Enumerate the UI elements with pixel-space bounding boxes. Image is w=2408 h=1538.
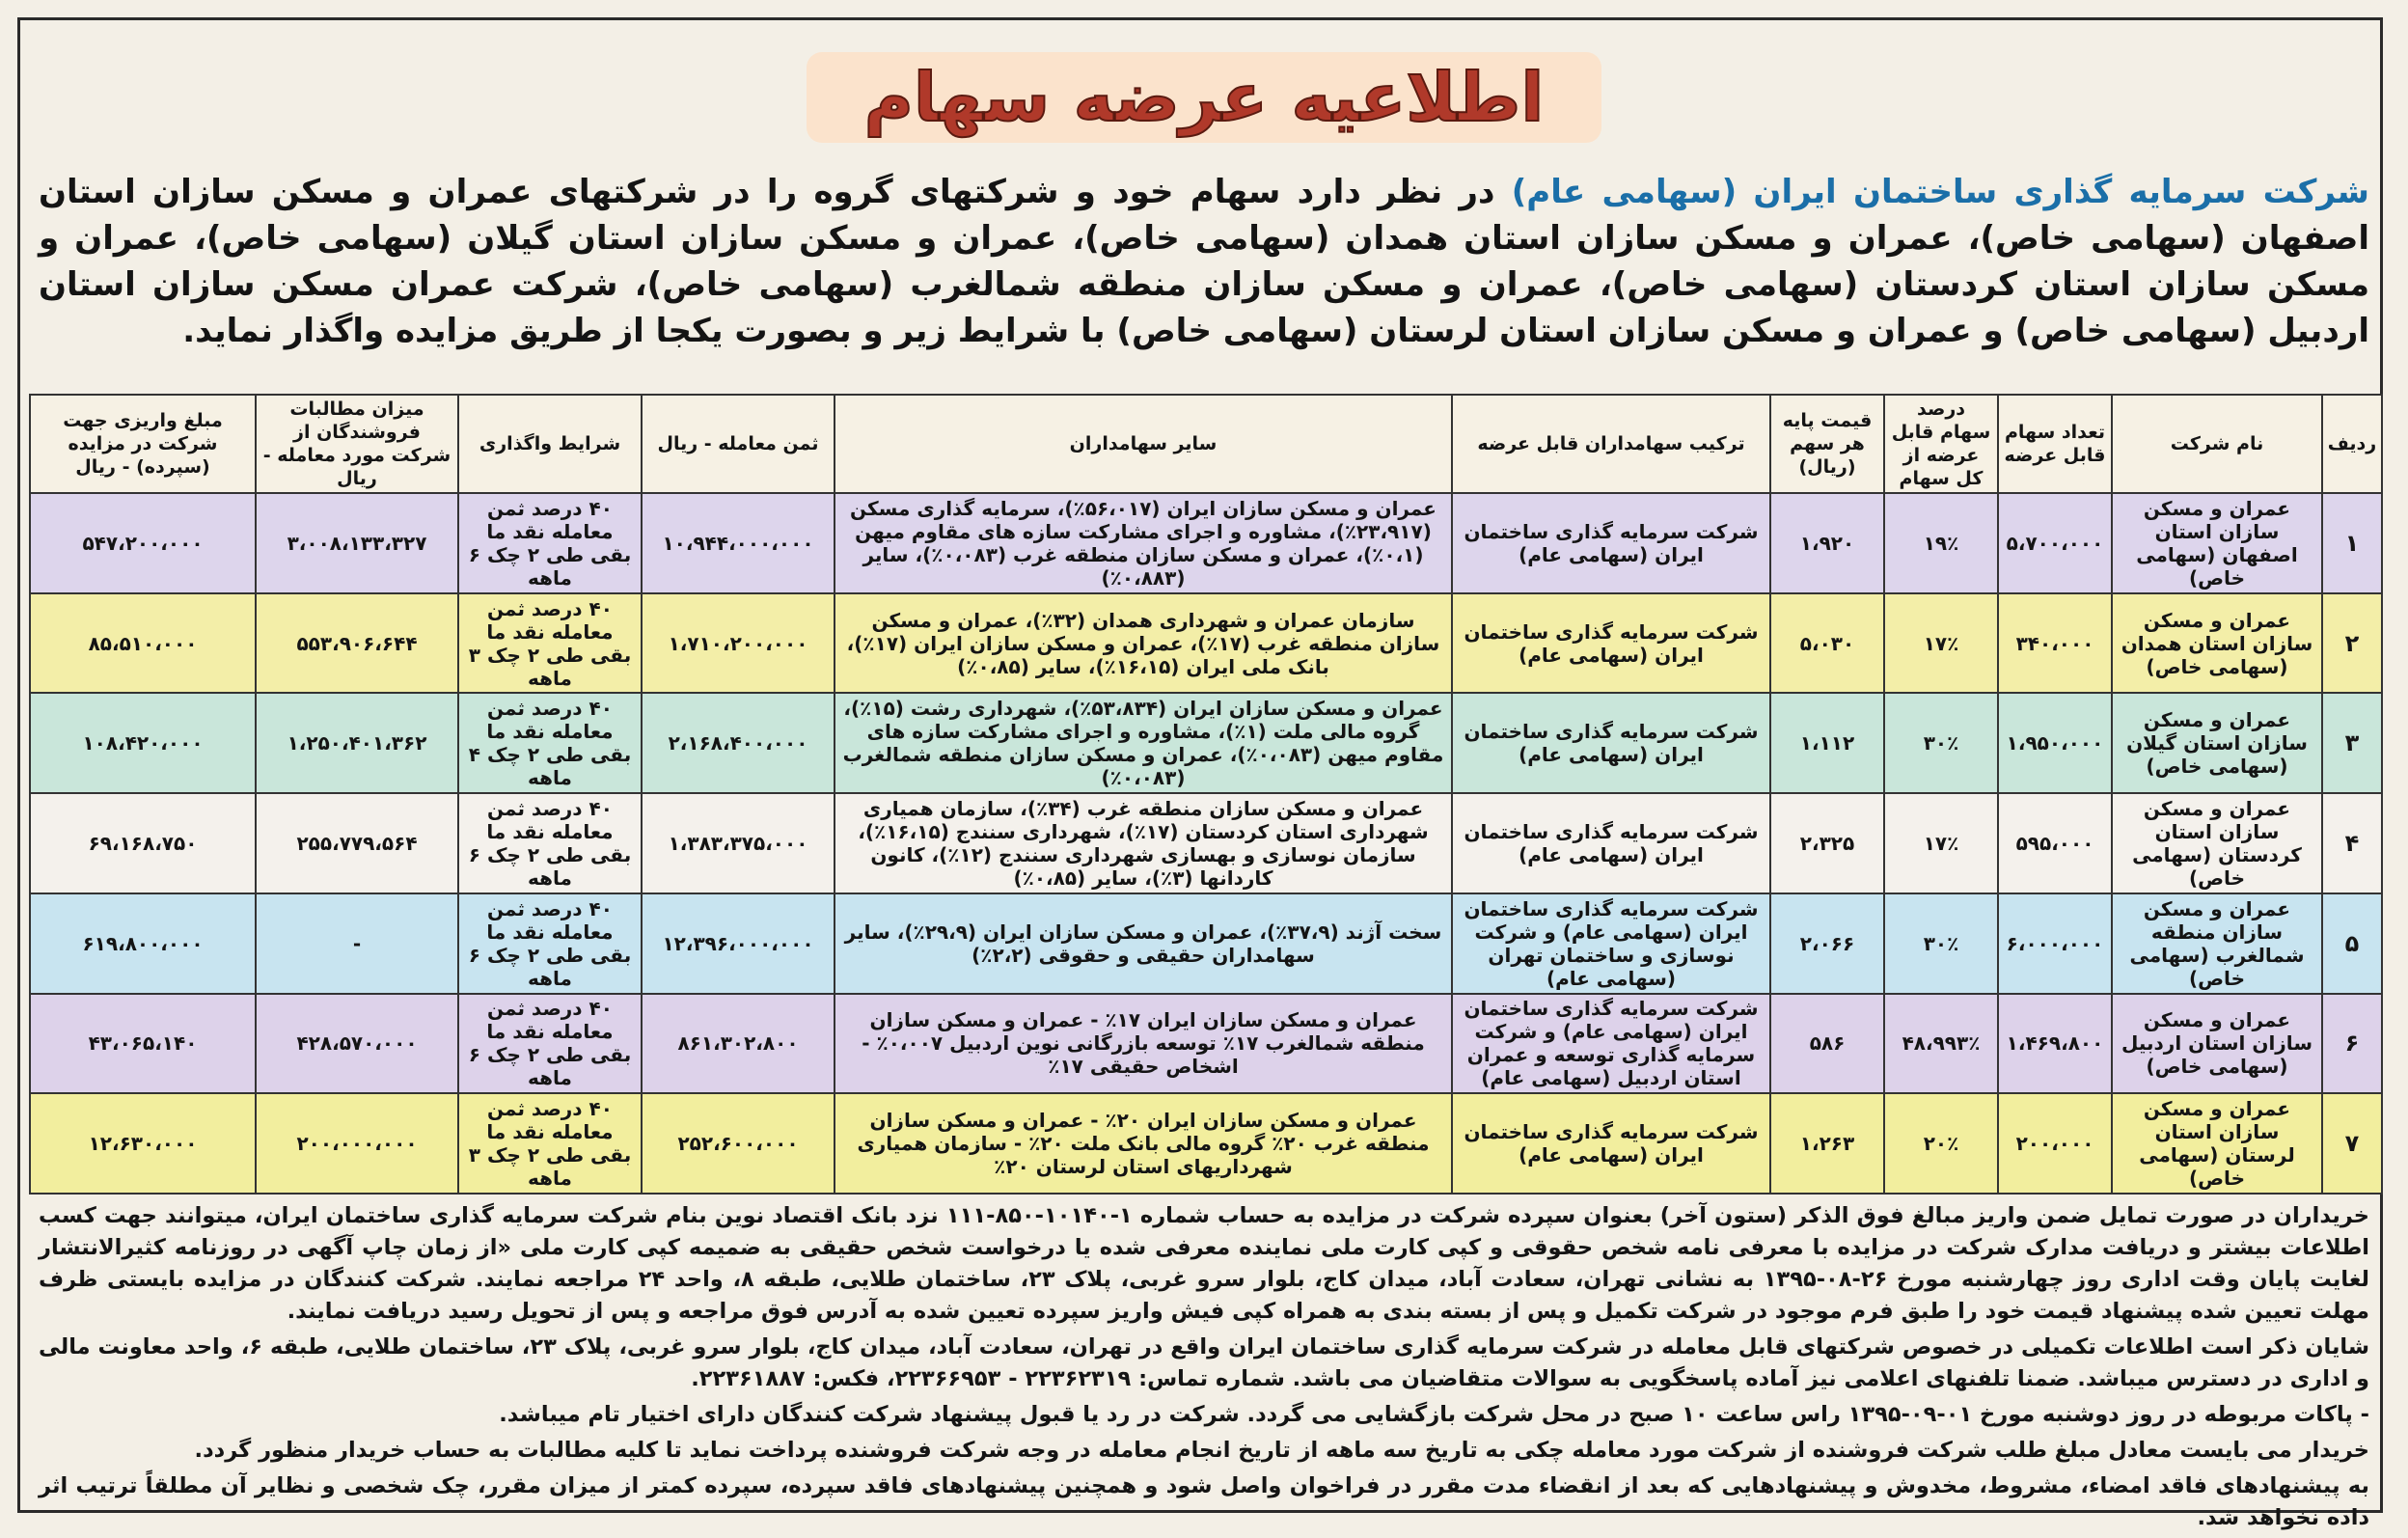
header-claims: میزان مطالبات فروشندگان از شرکت مورد معامله - ریال (256, 395, 458, 493)
cell-composition: شرکت سرمایه گذاری ساختمان ایران (سهامی عام) (1452, 793, 1770, 893)
cell-other-holders: سازمان عمران و شهرداری همدان (۳۲٪)، عمران و مسکن سازان منطقه غرب (۱۷٪)، عمران و مسکن سازان ایران (۱۷٪)، بانک ملی ایران (۱۶،۱۵٪)، سایر (۰،۸۵٪) (835, 593, 1452, 694)
title-text: اطلاعیه عرضه سهام (807, 52, 1602, 143)
cell-claims: ۵۵۳،۹۰۶،۶۴۴ (256, 593, 458, 694)
cell-percent: ۴۸،۹۹۳٪ (1884, 994, 1998, 1094)
cell-row-number: ۶ (2322, 994, 2382, 1094)
cell-claims: ۲۰۰،۰۰۰،۰۰۰ (256, 1093, 458, 1194)
cell-other-holders: عمران و مسکن سازان ایران (۵۳،۸۳۴٪)، شهرداری رشت (۱۵٪)، گروه مالی ملت (۱٪)، مشاوره و اجرای مشارکت سازه های مقاوم میهن (۰،۰۸۳٪)، عمران و مسکن سازان منطقه شمالغرب (۰،۰۸۳٪) (835, 693, 1452, 793)
cell-company: عمران و مسکن سازان استان لرستان (سهامی خاص) (2112, 1093, 2322, 1194)
cell-claims: ۱،۲۵۰،۴۰۱،۳۶۲ (256, 693, 458, 793)
footer-rejection-terms: به پیشنهادهای فاقد امضاء، مشروط، مخدوش و پیشنهادهایی که بعد از انقضاء مدت مقرر در فراخوان واصل شود و همچنین پیشنهادهای فاقد سپرده، سپرده کمتر از میزان مقرر، چک شخصی و نظایر آن مطلقاً ترتیب اثر داده نخواهد شد. (39, 1473, 2369, 1530)
cell-other-holders: عمران و مسکن سازان ایران ۱۷٪ - عمران و مسکن سازان منطقه شمالغرب ۱۷٪ توسعه بازرگانی نوین اردبیل ۰،۰۰۷٪ - اشخاص حقیقی ۱۷٪ (835, 994, 1452, 1094)
table-row (30, 493, 2382, 593)
cell-terms: ۴۰ درصد ثمن معامله نقد ما بقی طی ۲ چک ۶ ماهه (458, 493, 642, 593)
header-percent: درصد سهام قابل عرضه از کل سهام (1884, 395, 1998, 493)
table-row (30, 593, 2382, 694)
cell-row-number: ۱ (2322, 493, 2382, 593)
cell-deal-price: ۱۲،۳۹۶،۰۰۰،۰۰۰ (642, 893, 835, 994)
footer-deposit-instructions: خریداران در صورت تمایل ضمن واریز مبالغ فوق الذکر (ستون آخر) بعنوان سپرده شرکت در مزایده به حساب شماره ۱-۱۰۱۴۰-۸۵۰-۱۱۱ نزد بانک اقتصاد نوین بنام شرکت سرمایه گذاری ساختمان ایران، میتوانند جهت کسب اطلاعات بیشتر و دریافت مدارک شرکت در مزایده با معرفی نامه شخص حقوقی و کپی کارت ملی نماینده معرفی شده یا درخواست شخص حقیقی به ضمیمه کپی کارت ملی «از زمان چاپ آگهی در روزنامه کثیرالانتشار لغایت پایان وقت اداری روز چهارشنبه مورخ ۲۶-۰۸-۱۳۹۵ به نشانی تهران، سعادت آباد، میدان کاج، بلوار سرو غربی، پلاک ۲۳، ساختمان طلایی، طبقه ۸، واحد ۲۴ مراجعه نمایند. شرکت کنندگان در مزایده بایستی ظرف مهلت تعیین شده پیشنهاد قیمت خود را طبق فرم موجود در شرکت تکمیل و پس از بسته بندی به همراه کپی فیش واریز سپرده تعیین شده به آدرس فوق مراجعه و پس از تحویل رسید دریافت نمایند. (39, 1203, 2369, 1324)
cell-company: عمران و مسکن سازان استان اردبیل (سهامی خاص) (2112, 994, 2322, 1094)
header-terms: شرایط واگذاری (458, 395, 642, 493)
cell-terms: ۴۰ درصد ثمن معامله نقد ما بقی طی ۲ چک ۶ ماهه (458, 793, 642, 893)
cell-shares-count: ۶،۰۰۰،۰۰۰ (1998, 893, 2112, 994)
cell-deal-price: ۸۶۱،۳۰۲،۸۰۰ (642, 994, 835, 1094)
table-header-row (30, 395, 2382, 493)
notice-title (0, 58, 2408, 137)
cell-base-price: ۱،۱۱۲ (1770, 693, 1884, 793)
cell-composition: شرکت سرمایه گذاری ساختمان ایران (سهامی عام) (1452, 493, 1770, 593)
cell-base-price: ۲،۰۶۶ (1770, 893, 1884, 994)
table-row (30, 693, 2382, 793)
cell-deal-price: ۲،۱۶۸،۴۰۰،۰۰۰ (642, 693, 835, 793)
cell-deal-price: ۱،۳۸۳،۳۷۵،۰۰۰ (642, 793, 835, 893)
cell-other-holders: عمران و مسکن سازان منطقه غرب (۳۴٪)، سازمان همیاری شهرداری استان کردستان (۱۷٪)، شهرداری سنندج (۱۶،۱۵٪)، سازمان نوسازی و بهسازی شهرداری سنندج (۱۲٪)، کانون کاردانها (۳٪)، سایر (۰،۸۵٪) (835, 793, 1452, 893)
header-composition: ترکیب سهامداران قابل عرضه (1452, 395, 1770, 493)
header-company: نام شرکت (2112, 395, 2322, 493)
offer-table (29, 394, 2383, 1195)
cell-other-holders: عمران و مسکن سازان ایران (۵۶،۰۱۷٪)، سرمایه گذاری مسکن (۲۳،۹۱۷٪)، مشاوره و اجرای مشارکت سازه های مقاوم میهن (۰،۱٪)، عمران و مسکن سازان منطقه غرب (۰،۰۸۳٪)، سایر (۰،۸۸۳٪) (835, 493, 1452, 593)
cell-company: عمران و مسکن سازان استان کردستان (سهامی خاص) (2112, 793, 2322, 893)
cell-base-price: ۲،۳۲۵ (1770, 793, 1884, 893)
cell-composition: شرکت سرمایه گذاری ساختمان ایران (سهامی عام) و شرکت نوسازی و ساختمان تهران (سهامی عام) (1452, 893, 1770, 994)
cell-shares-count: ۵۹۵،۰۰۰ (1998, 793, 2112, 893)
footer-opening-date: - پاکات مربوطه در روز دوشنبه مورخ ۰۱-۰۹-۱۳۹۵ راس ساعت ۱۰ صبح در محل شرکت بازگشایی می گردد. شرکت در رد یا قبول پیشنهاد شرکت کنندگان دارای اختیار تام میباشد. (499, 1402, 2369, 1427)
cell-company: عمران و مسکن سازان استان گیلان (سهامی خاص) (2112, 693, 2322, 793)
cell-terms: ۴۰ درصد ثمن معامله نقد ما بقی طی ۲ چک ۴ ماهه (458, 693, 642, 793)
table-row (30, 793, 2382, 893)
header-other-holders: سایر سهامداران (835, 395, 1452, 493)
cell-shares-count: ۲۰۰،۰۰۰ (1998, 1093, 2112, 1194)
issuer-name: شرکت سرمایه گذاری ساختمان ایران (سهامی عام) (1511, 173, 2369, 211)
cell-company: عمران و مسکن سازان استان اصفهان (سهامی خاص) (2112, 493, 2322, 593)
cell-claims: ۳،۰۰۸،۱۳۳،۳۲۷ (256, 493, 458, 593)
header-deposit: مبلغ واریزی جهت شرکت در مزایده (سپرده) - ریال (30, 395, 256, 493)
cell-deposit: ۴۳،۰۶۵،۱۴۰ (30, 994, 256, 1094)
header-row-number: ردیف (2322, 395, 2382, 493)
header-deal-price: ثمن معامله - ریال (642, 395, 835, 493)
cell-terms: ۴۰ درصد ثمن معامله نقد ما بقی طی ۲ چک ۳ ماهه (458, 593, 642, 694)
cell-terms: ۴۰ درصد ثمن معامله نقد ما بقی طی ۲ چک ۶ ماهه (458, 994, 642, 1094)
cell-shares-count: ۳۴۰،۰۰۰ (1998, 593, 2112, 694)
cell-composition: شرکت سرمایه گذاری ساختمان ایران (سهامی عام) (1452, 1093, 1770, 1194)
cell-shares-count: ۵،۷۰۰،۰۰۰ (1998, 493, 2112, 593)
footer-buyer-obligation: خریدار می بایست معادل مبلغ طلب شرکت فروشنده از شرکت مورد معامله چکی به تاریخ سه ماهه از تاریخ انجام معامله در وجه شرکت فروشنده پرداخت نماید تا کلیه مطالبات به حساب خریدار منظور گردد. (194, 1438, 2369, 1463)
cell-row-number: ۵ (2322, 893, 2382, 994)
cell-row-number: ۴ (2322, 793, 2382, 893)
cell-deposit: ۶۹،۱۶۸،۷۵۰ (30, 793, 256, 893)
cell-shares-count: ۱،۹۵۰،۰۰۰ (1998, 693, 2112, 793)
cell-claims: ۴۲۸،۵۷۰،۰۰۰ (256, 994, 458, 1094)
footer-notes (39, 1200, 2369, 1538)
cell-percent: ۱۷٪ (1884, 593, 1998, 694)
cell-row-number: ۲ (2322, 593, 2382, 694)
table-row (30, 1093, 2382, 1194)
cell-percent: ۱۷٪ (1884, 793, 1998, 893)
table-row (30, 994, 2382, 1094)
cell-deposit: ۱۲،۶۳۰،۰۰۰ (30, 1093, 256, 1194)
cell-deal-price: ۱،۷۱۰،۲۰۰،۰۰۰ (642, 593, 835, 694)
table-row (30, 893, 2382, 994)
cell-composition: شرکت سرمایه گذاری ساختمان ایران (سهامی عام) (1452, 593, 1770, 694)
cell-composition: شرکت سرمایه گذاری ساختمان ایران (سهامی عام) و شرکت سرمایه گذاری توسعه و عمران استان اردبیل (سهامی عام) (1452, 994, 1770, 1094)
cell-terms: ۴۰ درصد ثمن معامله نقد ما بقی طی ۲ چک ۶ ماهه (458, 893, 642, 994)
intro-text: در نظر دارد سهام خود و شرکتهای گروه را در شرکتهای عمران و مسکن سازان استان اصفهان (سهامی خاص)، عمران و مسکن سازان استان همدان (سهامی خاص)، عمران و مسکن سازان استان گیلان (سهامی خاص)، عمران و مسکن سازان استان کردستان (سهامی خاص)، عمران و مسکن سازان منطقه شمالغرب (سهامی خاص)، شرکت عمران مسکن سازان استان اردبیل (سهامی خاص) و عمران و مسکن سازان استان لرستان (سهامی خاص) با شرایط زیر و بصورت یکجا از طریق مزایده واگذار نماید. (39, 173, 2369, 350)
cell-percent: ۱۹٪ (1884, 493, 1998, 593)
cell-deal-price: ۲۵۲،۶۰۰،۰۰۰ (642, 1093, 835, 1194)
cell-base-price: ۵۸۶ (1770, 994, 1884, 1094)
cell-composition: شرکت سرمایه گذاری ساختمان ایران (سهامی عام) (1452, 693, 1770, 793)
cell-deposit: ۱۰۸،۴۲۰،۰۰۰ (30, 693, 256, 793)
cell-percent: ۲۰٪ (1884, 1093, 1998, 1194)
footer-contact-info: شایان ذکر است اطلاعات تکمیلی در خصوص شرکتهای قابل معامله در شرکت سرمایه گذاری ساختمان ایران واقع در تهران، سعادت آباد، میدان کاج، بلوار سرو غربی، پلاک ۲۳، ساختمان طلایی، طبقه ۶، واحد معاونت مالی و اداری در دسترس میباشد. ضمنا تلفنهای اعلامی نیز آماده پاسخگویی به سوالات متقاضیان می باشد. شماره تماس: ۲۲۳۶۲۳۱۹ - ۲۲۳۶۶۹۵۳، فکس: ۲۲۳۶۱۸۸۷. (39, 1334, 2369, 1391)
cell-row-number: ۷ (2322, 1093, 2382, 1194)
cell-deposit: ۸۵،۵۱۰،۰۰۰ (30, 593, 256, 694)
cell-base-price: ۵،۰۳۰ (1770, 593, 1884, 694)
cell-deal-price: ۱۰،۹۴۴،۰۰۰،۰۰۰ (642, 493, 835, 593)
cell-other-holders: عمران و مسکن سازان ایران ۲۰٪ - عمران و مسکن سازان منطقه غرب ۲۰٪ گروه مالی بانک ملت ۲۰٪ - سازمان همیاری شهرداریهای استان لرستان ۲۰٪ (835, 1093, 1452, 1194)
cell-claims: ۲۵۵،۷۷۹،۵۶۴ (256, 793, 458, 893)
header-base-price: قیمت پایه هر سهم (ریال) (1770, 395, 1884, 493)
cell-percent: ۳۰٪ (1884, 893, 1998, 994)
cell-other-holders: سخت آژند (۳۷،۹٪)، عمران و مسکن سازان ایران (۲۹،۹٪)، سایر سهامداران حقیقی و حقوقی (۲،۲٪) (835, 893, 1452, 994)
cell-percent: ۳۰٪ (1884, 693, 1998, 793)
cell-shares-count: ۱،۴۶۹،۸۰۰ (1998, 994, 2112, 1094)
cell-base-price: ۱،۲۶۳ (1770, 1093, 1884, 1194)
cell-base-price: ۱،۹۲۰ (1770, 493, 1884, 593)
cell-claims: - (256, 893, 458, 994)
cell-deposit: ۶۱۹،۸۰۰،۰۰۰ (30, 893, 256, 994)
cell-terms: ۴۰ درصد ثمن معامله نقد ما بقی طی ۲ چک ۳ ماهه (458, 1093, 642, 1194)
cell-company: عمران و مسکن سازان استان همدان (سهامی خاص) (2112, 593, 2322, 694)
header-shares-count: تعداد سهام قابل عرضه (1998, 395, 2112, 493)
cell-deposit: ۵۴۷،۲۰۰،۰۰۰ (30, 493, 256, 593)
cell-company: عمران و مسکن سازان منطقه شمالغرب (سهامی خاص) (2112, 893, 2322, 994)
intro-paragraph (39, 169, 2369, 354)
cell-row-number: ۳ (2322, 693, 2382, 793)
